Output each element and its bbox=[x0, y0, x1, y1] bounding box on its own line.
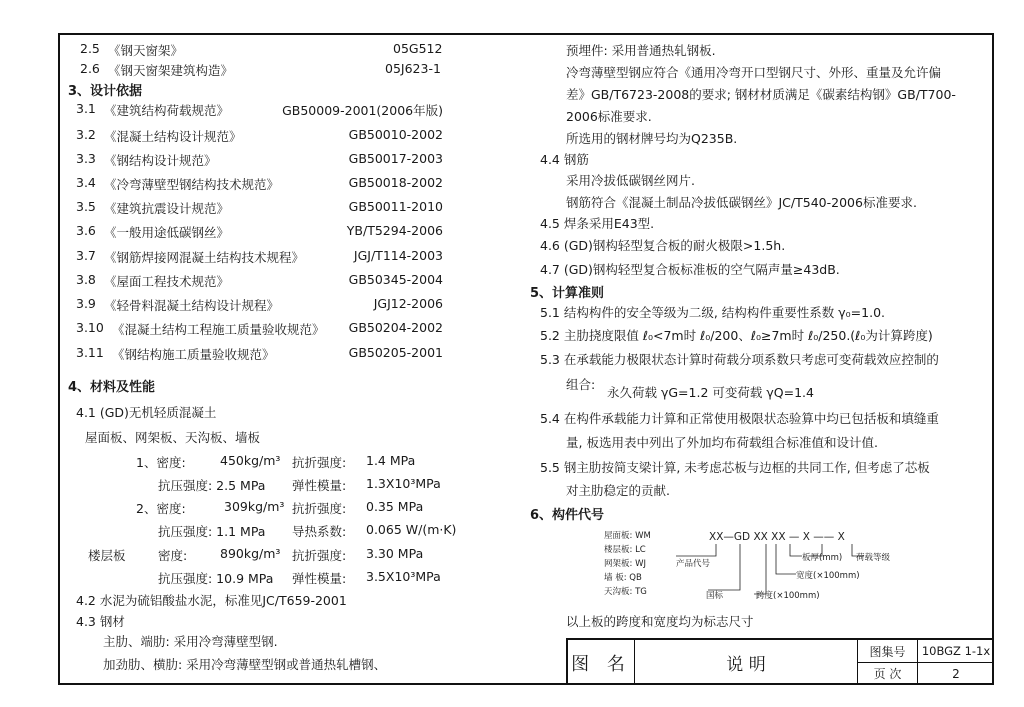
ref-title: 《屋面工程技术规范》 bbox=[104, 274, 230, 289]
ref-title: 《钢筋焊接网混凝土结构技术规程》 bbox=[104, 250, 305, 265]
atlas-number-label: 图集号 bbox=[858, 640, 918, 662]
type-label: 屋面板: WM bbox=[604, 531, 651, 541]
material-4-2: 4.2 水泥为硫铝酸盐水泥，标准见JC/T659-2001 bbox=[76, 593, 347, 608]
ref-num: 3.11 bbox=[76, 345, 104, 360]
text-line: 对主肋稳定的贡献. bbox=[566, 483, 670, 498]
ref-code: GB50204-2002 bbox=[348, 320, 443, 335]
material-4-3: 4.3 钢材 bbox=[76, 614, 125, 629]
ref-code: 05J623-1 bbox=[385, 61, 441, 76]
ref-code: YB/T5294-2006 bbox=[346, 223, 443, 238]
label-national-standard: 国标 bbox=[706, 591, 724, 601]
ref-title: 《建筑结构荷载规范》 bbox=[104, 103, 230, 118]
prop-label: 导热系数: bbox=[292, 524, 347, 539]
prop-label: 抗压强度: 1.1 MPa bbox=[158, 524, 266, 539]
label-load-grade: 荷载等级 bbox=[856, 553, 891, 563]
section-5-4: 5.4 在构件承载能力计算和正常使用极限状态验算中均已包括板和填缝重 bbox=[540, 411, 939, 426]
ref-code: JGJ12-2006 bbox=[373, 296, 443, 311]
prop-label: 弹性模量: bbox=[292, 571, 347, 586]
ref-num: 3.3 bbox=[76, 151, 96, 166]
prop-value: 1.4 MPa bbox=[366, 453, 416, 468]
ref-title: 《混凝土结构设计规范》 bbox=[104, 129, 242, 144]
ref-title: 《钢结构施工质量验收规范》 bbox=[112, 347, 275, 362]
prop-label: 抗压强度: 10.9 MPa bbox=[158, 571, 274, 586]
ref-num: 3.1 bbox=[76, 101, 96, 116]
prop-value: 309kg/m³ bbox=[224, 499, 285, 514]
load-factors: 永久荷载 γG=1.2 可变荷载 γQ=1.4 bbox=[607, 385, 814, 400]
text-line: 2006标准要求. bbox=[566, 109, 652, 124]
prop-label: 抗折强度: bbox=[292, 501, 347, 516]
prop-value: 890kg/m³ bbox=[220, 546, 281, 561]
section-4-5: 4.5 焊条采用E43型. bbox=[540, 216, 655, 231]
prop-label: 1、密度: bbox=[136, 455, 186, 470]
type-label: 网架板: WJ bbox=[604, 559, 646, 569]
label-product-code: 产品代号 bbox=[676, 559, 711, 569]
ref-num: 3.10 bbox=[76, 320, 104, 335]
label-thickness: 板厚(mm) bbox=[802, 553, 843, 563]
note-text: 以上板的跨度和宽度均为标志尺寸 bbox=[566, 614, 754, 629]
section-heading-6: 6、构件代号 bbox=[530, 508, 605, 523]
prop-label: 密度: bbox=[158, 548, 188, 563]
prop-value: 450kg/m³ bbox=[220, 453, 281, 468]
text-line: 钢筋符合《混凝土制品冷拔低碳钢丝》JC/T540-2006标准要求. bbox=[566, 195, 917, 210]
ref-num: 3.7 bbox=[76, 248, 96, 263]
atlas-number-value: 10BGZ 1-1x bbox=[921, 644, 991, 658]
prop-value: 0.35 MPa bbox=[366, 499, 424, 514]
ref-code: GB50011-2010 bbox=[348, 199, 443, 214]
prop-value: 3.30 MPa bbox=[366, 546, 424, 561]
type-label: 墙 板: QB bbox=[604, 573, 642, 583]
text-line: 组合: bbox=[566, 377, 596, 392]
section-5-3: 5.3 在承载能力极限状态计算时荷载分项系数只考虑可变荷载效应控制的 bbox=[540, 352, 939, 367]
ref-title: 《钢天窗架》 bbox=[108, 43, 184, 58]
section-4-6: 4.6 (GD)钢构轻型复合板的耐火极限>1.5h. bbox=[540, 238, 786, 253]
section-4-7: 4.7 (GD)钢构轻型复合板标准板的空气隔声量≥43dB. bbox=[540, 262, 840, 277]
material-4-1: 4.1 (GD)无机轻质混凝土 bbox=[76, 405, 217, 420]
section-heading-4: 4、材料及性能 bbox=[68, 380, 156, 395]
ref-num: 3.6 bbox=[76, 223, 96, 238]
material-4-3-b: 加劲肋、横肋: 采用冷弯薄壁型钢或普通热轧槽钢、 bbox=[103, 657, 387, 672]
text-line: 采用冷拔低碳钢丝网片. bbox=[566, 173, 695, 188]
ref-num: 2.6 bbox=[80, 61, 100, 76]
section-heading-5: 5、计算准则 bbox=[530, 286, 605, 301]
page-number: 2 bbox=[952, 666, 960, 681]
text-line: 冷弯薄壁型钢应符合《通用冷弯开口型钢尺寸、外形、重量及允许偏 bbox=[566, 65, 942, 80]
material-4-1-sub: 屋面板、网架板、天沟板、墙板 bbox=[85, 430, 261, 445]
type-label: 天沟板: TG bbox=[604, 587, 647, 597]
ref-code: GB50017-2003 bbox=[348, 151, 443, 166]
text-line: 差》GB/T6723-2008的要求; 钢材材质满足《碳素结构钢》GB/T700- bbox=[566, 87, 956, 102]
prop-value: 1.3X10³MPa bbox=[366, 476, 441, 491]
ref-code: GB50009-2001(2006年版) bbox=[282, 103, 443, 118]
ref-title: 《一般用途低碳钢丝》 bbox=[104, 225, 230, 240]
prop-group-label: 楼层板 bbox=[88, 548, 126, 563]
prop-label: 抗压强度: 2.5 MPa bbox=[158, 478, 266, 493]
ref-num: 3.4 bbox=[76, 175, 96, 190]
label-span: 跨度(×100mm) bbox=[756, 591, 820, 601]
ref-code: GB50205-2001 bbox=[348, 345, 443, 360]
title-block-name-label: 图 名 bbox=[568, 640, 635, 685]
prop-value: 3.5X10³MPa bbox=[366, 569, 441, 584]
ref-title: 《建筑抗震设计规范》 bbox=[104, 201, 230, 216]
page-label: 页 次 bbox=[858, 662, 918, 685]
text-line: 量, 板选用表中列出了外加均布荷载组合标准值和设计值. bbox=[566, 435, 878, 450]
ref-code: GB50010-2002 bbox=[348, 127, 443, 142]
section-5-1: 5.1 结构构件的安全等级为二级, 结构构件重要性系数 γ₀=1.0. bbox=[540, 305, 886, 320]
ref-code: JGJ/T114-2003 bbox=[353, 248, 443, 263]
text-line: 预埋件: 采用普通热轧钢板. bbox=[566, 43, 716, 58]
ref-code: GB50345-2004 bbox=[348, 272, 443, 287]
prop-label: 2、密度: bbox=[136, 501, 186, 516]
prop-value: 0.065 W/(m·K) bbox=[366, 522, 457, 537]
ref-num: 3.2 bbox=[76, 127, 96, 142]
section-5-2: 5.2 主肋挠度限值 ℓ₀<7m时 ℓ₀/200、ℓ₀≥7m时 ℓ₀/250.(ℓ₀为计算跨度) bbox=[540, 328, 933, 343]
ref-code: GB50018-2002 bbox=[348, 175, 443, 190]
section-5-5: 5.5 钢主肋按简支梁计算, 未考虑芯板与边框的共同工作, 但考虑了芯板 bbox=[540, 460, 930, 475]
ref-title: 《混凝土结构工程施工质量验收规范》 bbox=[112, 322, 325, 337]
section-heading-3: 3、设计依据 bbox=[68, 84, 143, 99]
ref-num: 3.9 bbox=[76, 296, 96, 311]
ref-num: 3.5 bbox=[76, 199, 96, 214]
text-line: 所选用的钢材牌号均为Q235B. bbox=[566, 131, 738, 146]
ref-title: 《钢结构设计规范》 bbox=[104, 153, 217, 168]
title-block-title: 说 明 bbox=[635, 640, 858, 685]
prop-label: 抗折强度: bbox=[292, 548, 347, 563]
component-code-diagram bbox=[604, 526, 934, 606]
ref-title: 《冷弯薄壁型钢结构技术规范》 bbox=[104, 177, 280, 192]
ref-title: 《轻骨料混凝土结构设计规程》 bbox=[104, 298, 280, 313]
ref-title: 《钢天窗架建筑构造》 bbox=[108, 63, 234, 78]
divider bbox=[858, 662, 994, 663]
title-block bbox=[566, 638, 994, 685]
prop-label: 抗折强度: bbox=[292, 455, 347, 470]
prop-label: 弹性模量: bbox=[292, 478, 347, 493]
label-width: 宽度(×100mm) bbox=[796, 571, 860, 581]
ref-num: 2.5 bbox=[80, 41, 100, 56]
code-format: XX—GD XX XX — X —— X bbox=[709, 531, 845, 543]
type-label: 楼层板: LC bbox=[604, 545, 646, 555]
ref-num: 3.8 bbox=[76, 272, 96, 287]
section-4-4: 4.4 钢筋 bbox=[540, 152, 589, 167]
material-4-3-a: 主肋、端肋: 采用冷弯薄壁型钢. bbox=[103, 634, 278, 649]
ref-code: 05G512 bbox=[393, 41, 443, 56]
